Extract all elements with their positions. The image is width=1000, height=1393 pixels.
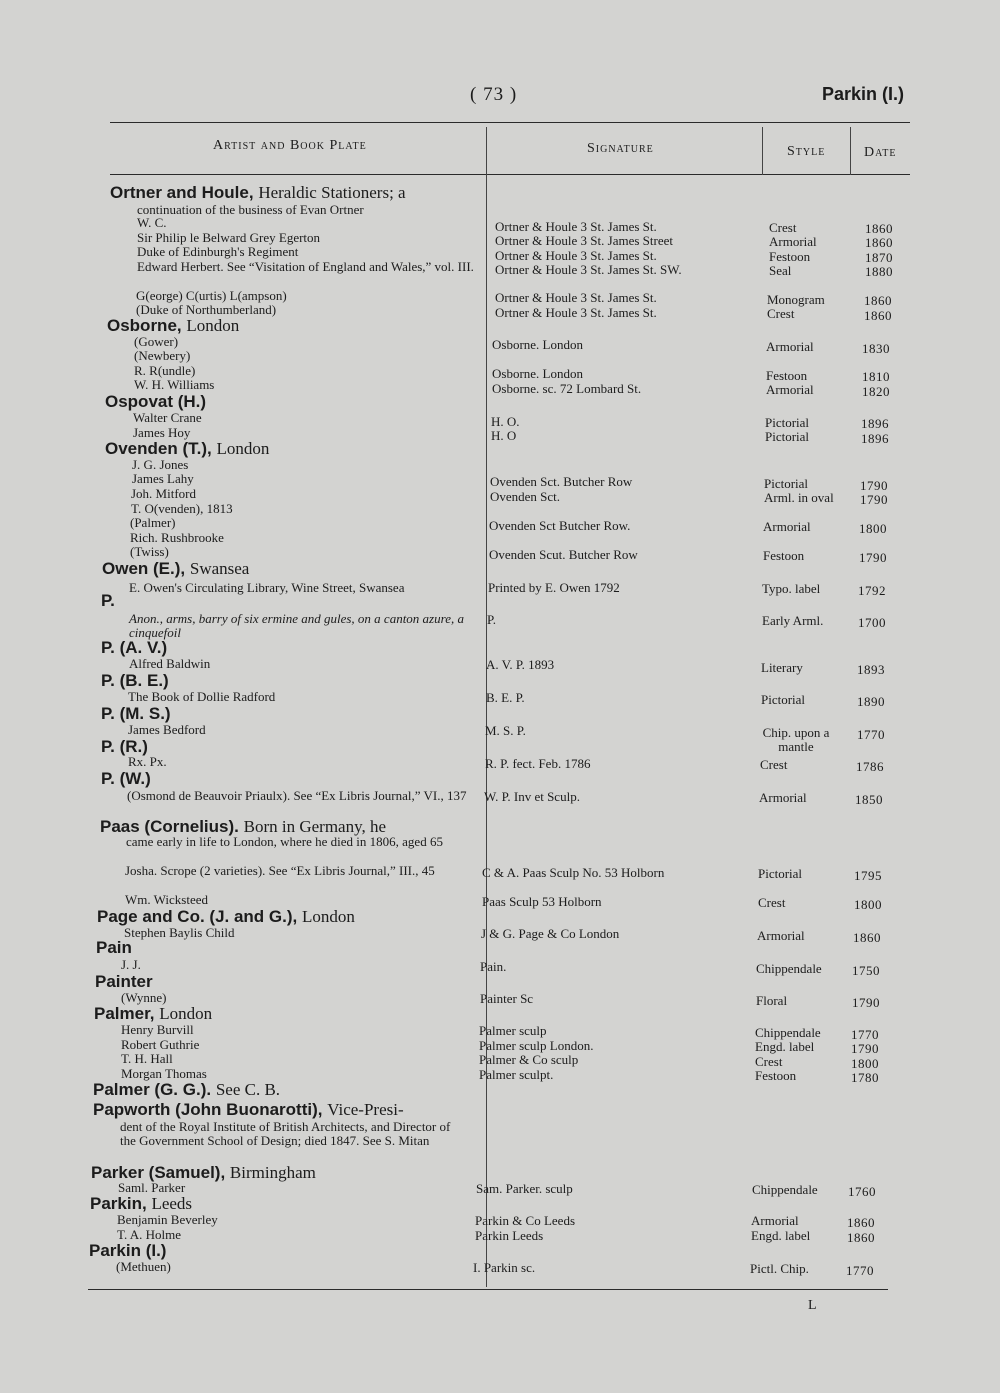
date-cell: 1890 xyxy=(857,694,885,709)
artist-heading: Ospovat (H.) xyxy=(105,392,207,411)
artist-heading: P. (A. V.) xyxy=(101,638,168,657)
signature-mark: L xyxy=(808,1298,817,1313)
signature-cell: H. O. xyxy=(491,414,520,429)
plate-name: Edward Herbert. See “Visitation of England and Wales,” vol. III. xyxy=(137,259,474,274)
column-divider-signature xyxy=(486,127,487,1287)
plate-name: Benjamin Beverley xyxy=(117,1212,218,1227)
artist-heading: Palmer, London xyxy=(94,1004,213,1023)
artist-heading: P. (M. S.) xyxy=(101,704,171,723)
date-cell: 1790 xyxy=(860,478,888,493)
signature-cell: R. P. fect. Feb. 1786 xyxy=(485,756,591,771)
style-cell: Crest xyxy=(760,757,788,772)
plate-name: (Palmer) xyxy=(130,515,176,530)
style-cell: Crest xyxy=(767,306,795,321)
date-cell: 1792 xyxy=(858,583,886,598)
signature-cell: Osborne. London xyxy=(492,337,583,352)
signature-cell: Ovenden Sct. xyxy=(490,489,561,504)
style-cell: Festoon xyxy=(763,548,805,563)
artist-note: continuation of the business of Evan Ortner xyxy=(137,202,364,217)
date-cell: 1770 xyxy=(851,1027,879,1042)
date-cell: 1790 xyxy=(859,550,887,565)
signature-cell: Ortner & Houle 3 St. James St. xyxy=(495,219,657,234)
artist-heading: Parkin (I.) xyxy=(89,1241,167,1260)
signature-cell: P. xyxy=(487,612,497,627)
artist-heading: P. xyxy=(101,591,115,610)
style-cell: Chip. upon a mantle xyxy=(762,725,830,754)
date-cell: 1860 xyxy=(865,221,893,236)
plate-name: J. J. xyxy=(121,957,141,972)
artist-heading: Pain xyxy=(96,938,132,957)
signature-cell: A. V. P. 1893 xyxy=(486,657,555,672)
signature-cell: W. P. Inv et Sculp. xyxy=(484,789,580,804)
style-cell: Pictorial xyxy=(761,692,806,707)
style-cell: Pictl. Chip. xyxy=(750,1261,809,1276)
table-bottom-rule xyxy=(88,1289,888,1290)
style-cell: Armorial xyxy=(766,339,814,354)
style-cell: Armorial xyxy=(757,928,805,943)
plate-name: (Twiss) xyxy=(130,544,169,559)
plate-name: T. H. Hall xyxy=(121,1051,173,1066)
date-cell: 1800 xyxy=(851,1056,879,1071)
style-cell: Pictorial xyxy=(764,476,809,491)
date-cell: 1780 xyxy=(851,1070,879,1085)
date-cell: 1750 xyxy=(852,963,880,978)
style-cell: Chippendale xyxy=(756,961,822,976)
signature-cell: Ortner & Houle 3 St. James St. xyxy=(495,305,657,320)
date-cell: 1820 xyxy=(862,384,890,399)
style-cell: Chippendale xyxy=(755,1025,821,1040)
plate-name: (Gower) xyxy=(134,334,179,349)
plate-name: Saml. Parker xyxy=(118,1180,186,1195)
date-cell: 1810 xyxy=(862,369,890,384)
artist-heading: Owen (E.), Swansea xyxy=(102,559,250,578)
date-cell: 1860 xyxy=(865,235,893,250)
style-cell: Engd. label xyxy=(751,1228,811,1243)
date-cell: 1795 xyxy=(854,868,882,883)
column-header-artist: Artist and Book Plate xyxy=(213,138,367,153)
signature-cell: Pain. xyxy=(480,959,507,974)
signature-cell: Ovenden Scut. Butcher Row xyxy=(489,547,638,562)
artist-heading: Painter xyxy=(95,972,153,991)
date-cell: 1870 xyxy=(865,250,893,265)
plate-name: (Duke of Northumberland) xyxy=(136,302,277,317)
running-head: Parkin (I.) xyxy=(822,84,905,104)
plate-name: Sir Philip le Belward Grey Egerton xyxy=(137,230,321,245)
column-divider-date xyxy=(850,127,851,175)
date-cell: 1790 xyxy=(851,1041,879,1056)
plate-name: Josha. Scrope (2 varieties). See “Ex Libris Journal,” III., 45 xyxy=(125,863,435,878)
plate-name: G(eorge) C(urtis) L(ampson) xyxy=(136,288,287,303)
style-cell: Armorial xyxy=(769,234,817,249)
plate-name: (Newbery) xyxy=(134,348,191,363)
plate-name: R. R(undle) xyxy=(134,363,196,378)
column-divider-style xyxy=(762,127,763,175)
signature-cell: Osborne. sc. 72 Lombard St. xyxy=(492,381,642,396)
style-cell: Floral xyxy=(756,993,788,1008)
style-cell: Typo. label xyxy=(762,581,821,596)
date-cell: 1800 xyxy=(859,521,887,536)
header-bottom-rule xyxy=(110,174,910,175)
artist-heading: P. (R.) xyxy=(101,737,148,756)
plate-name: Henry Burvill xyxy=(121,1022,194,1037)
style-cell: Crest xyxy=(755,1054,783,1069)
style-cell: Armorial xyxy=(759,790,807,805)
signature-cell: Osborne. London xyxy=(492,366,583,381)
artist-note: dent of the Royal Institute of British Architects, and Director of the Government School of Design; died 1847. See S. Mitan xyxy=(120,1119,451,1148)
signature-cell: Ortner & Houle 3 St. James Street xyxy=(495,233,673,248)
style-cell: Crest xyxy=(758,895,786,910)
plate-name: (Methuen) xyxy=(116,1259,171,1274)
plate-name: (Osmond de Beauvoir Priaulx). See “Ex Libris Journal,” VI., 137 xyxy=(127,788,467,803)
plate-name: James Hoy xyxy=(133,425,191,440)
style-cell: Seal xyxy=(769,263,792,278)
style-cell: Pictorial xyxy=(758,866,803,881)
plate-name: Wm. Wicksteed xyxy=(125,892,208,907)
signature-cell: Palmer sculp London. xyxy=(479,1038,594,1053)
style-cell: Festoon xyxy=(766,368,808,383)
plate-name: W. H. Williams xyxy=(134,377,215,392)
artist-heading: P. (B. E.) xyxy=(101,671,169,690)
signature-cell: M. S. P. xyxy=(485,723,526,738)
page-number: ( 73 ) xyxy=(470,84,518,105)
plate-name: Alfred Baldwin xyxy=(129,656,211,671)
artist-heading: Ovenden (T.), London xyxy=(105,439,270,458)
signature-cell: Sam. Parker. sculp xyxy=(476,1181,573,1196)
artist-heading: Parkin, Leeds xyxy=(90,1194,193,1213)
signature-cell: Ortner & Houle 3 St. James St. xyxy=(495,248,657,263)
artist-note: came early in life to London, where he died in 1806, aged 65 xyxy=(126,834,443,849)
date-cell: 1860 xyxy=(864,293,892,308)
date-cell: 1860 xyxy=(847,1230,875,1245)
table-top-rule xyxy=(110,122,910,123)
column-header-signature: Signature xyxy=(587,141,654,156)
date-cell: 1850 xyxy=(855,792,883,807)
style-cell: Early Arml. xyxy=(762,613,824,628)
date-cell: 1770 xyxy=(846,1263,874,1278)
date-cell: 1830 xyxy=(862,341,890,356)
signature-cell: Parkin & Co Leeds xyxy=(475,1213,576,1228)
style-cell: Festoon xyxy=(769,249,811,264)
column-header-style: Style xyxy=(787,144,826,159)
artist-heading: Ortner and Houle, Heraldic Stationers; a xyxy=(110,183,406,202)
signature-cell: Ortner & Houle 3 St. James St. SW. xyxy=(495,262,682,277)
style-cell: Crest xyxy=(769,220,797,235)
plate-name: T. O(venden), 1813 xyxy=(131,501,233,516)
plate-name: Stephen Baylis Child xyxy=(124,925,235,940)
artist-heading: Osborne, London xyxy=(107,316,240,335)
date-cell: 1896 xyxy=(861,416,889,431)
date-cell: 1893 xyxy=(857,662,885,677)
plate-name: T. A. Holme xyxy=(117,1227,182,1242)
date-cell: 1790 xyxy=(860,492,888,507)
artist-heading: Paas (Cornelius). Born in Germany, he xyxy=(100,817,387,836)
plate-name: James Bedford xyxy=(128,722,206,737)
column-header-date: Date xyxy=(864,145,897,160)
artist-heading: Palmer (G. G.). See C. B. xyxy=(93,1080,281,1099)
style-cell: Arml. in oval xyxy=(764,490,834,505)
signature-cell: I. Parkin sc. xyxy=(473,1260,536,1275)
signature-cell: J & G. Page & Co London xyxy=(481,926,620,941)
plate-name: Anon., arms, barry of six ermine and gules, on a canton azure, a cinquefoil xyxy=(129,611,464,640)
style-cell: Literary xyxy=(761,660,803,675)
signature-cell: Parkin Leeds xyxy=(475,1228,544,1243)
artist-heading: Parker (Samuel), Birmingham xyxy=(91,1163,316,1182)
date-cell: 1860 xyxy=(853,930,881,945)
date-cell: 1786 xyxy=(856,759,884,774)
style-cell: Monogram xyxy=(767,292,825,307)
date-cell: 1860 xyxy=(864,308,892,323)
style-cell: Pictorial xyxy=(765,415,810,430)
style-cell: Armorial xyxy=(751,1213,799,1228)
plate-name: The Book of Dollie Radford xyxy=(128,689,276,704)
date-cell: 1790 xyxy=(852,995,880,1010)
signature-cell: Ovenden Sct. Butcher Row xyxy=(490,474,633,489)
date-cell: 1800 xyxy=(854,897,882,912)
signature-cell: Palmer sculp xyxy=(479,1023,547,1038)
plate-name: Rx. Px. xyxy=(128,754,167,769)
style-cell: Festoon xyxy=(755,1068,797,1083)
plate-name: Rich. Rushbrooke xyxy=(130,530,224,545)
plate-name: James Lahy xyxy=(132,471,194,486)
plate-name: Walter Crane xyxy=(133,410,202,425)
plate-name: Joh. Mitford xyxy=(131,486,196,501)
date-cell: 1770 xyxy=(857,727,885,742)
signature-cell: Ovenden Sct Butcher Row. xyxy=(489,518,631,533)
date-cell: 1860 xyxy=(847,1215,875,1230)
artist-heading: P. (W.) xyxy=(101,769,151,788)
style-cell: Armorial xyxy=(763,519,811,534)
style-cell: Pictorial xyxy=(765,429,810,444)
style-cell: Engd. label xyxy=(755,1039,815,1054)
signature-cell: H. O xyxy=(491,428,517,443)
plate-name: E. Owen's Circulating Library, Wine Street, Swansea xyxy=(129,580,405,595)
style-cell: Chippendale xyxy=(752,1182,818,1197)
date-cell: 1896 xyxy=(861,431,889,446)
plate-name: Duke of Edinburgh's Regiment xyxy=(137,244,299,259)
artist-heading: Papworth (John Buonarotti), Vice-Presi- xyxy=(93,1100,404,1119)
artist-heading: Page and Co. (J. and G.), London xyxy=(97,907,355,926)
plate-name: Morgan Thomas xyxy=(121,1066,207,1081)
date-cell: 1760 xyxy=(848,1184,876,1199)
signature-cell: Paas Sculp 53 Holborn xyxy=(482,894,602,909)
plate-name: W. C. xyxy=(137,215,167,230)
signature-cell: Palmer sculpt. xyxy=(479,1067,554,1082)
plate-name: J. G. Jones xyxy=(132,457,189,472)
signature-cell: Printed by E. Owen 1792 xyxy=(488,580,620,595)
style-cell: Armorial xyxy=(766,382,814,397)
signature-cell: C & A. Paas Sculp No. 53 Holborn xyxy=(482,865,665,880)
signature-cell: B. E. P. xyxy=(486,690,525,705)
signature-cell: Ortner & Houle 3 St. James St. xyxy=(495,290,657,305)
signature-cell: Painter Sc xyxy=(480,991,534,1006)
signature-cell: Palmer & Co sculp xyxy=(479,1052,579,1067)
plate-name: Robert Guthrie xyxy=(121,1037,200,1052)
date-cell: 1700 xyxy=(858,615,886,630)
plate-name: (Wynne) xyxy=(121,990,167,1005)
date-cell: 1880 xyxy=(865,264,893,279)
